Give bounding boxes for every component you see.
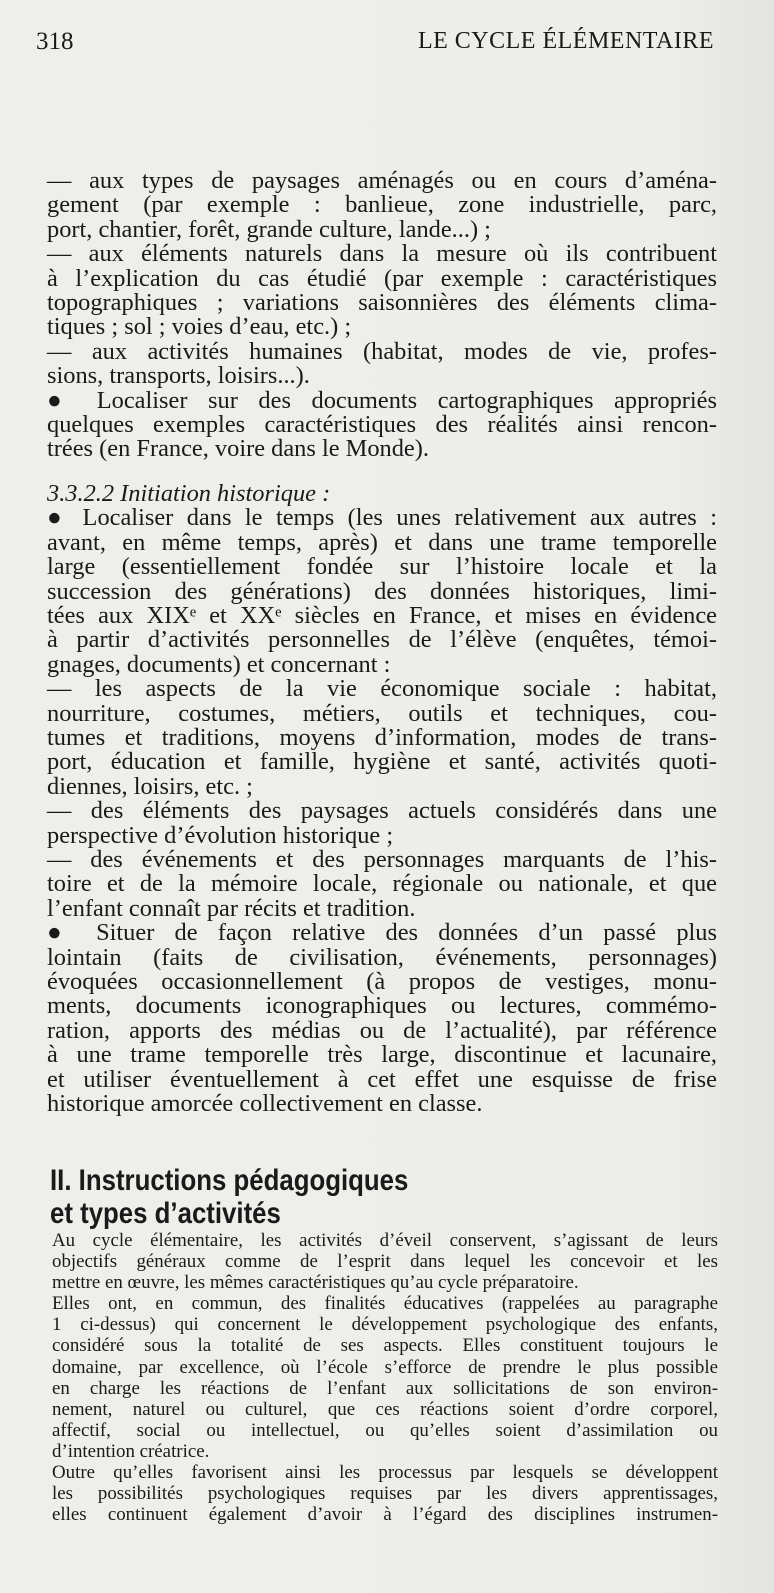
section-heading-line-1: II. Instructions pédagogiques [50, 1164, 409, 1197]
text-line: tumes et traditions, moyens d’information, modes de trans- [47, 723, 717, 751]
text-line: port, chantier, forêt, grande culture, lande...) ; [47, 215, 491, 243]
text-line: perspective d’évolution historique ; [47, 821, 394, 849]
text-line: évoquées occasionnellement (à propos de vestiges, monu- [47, 968, 717, 995]
text-line: gnages, documents) et concernant : [47, 650, 391, 678]
intro-text-line: domaine, par excellence, où l’école s’efforce de prendre le plus possible [52, 1356, 718, 1378]
text-line: toire et de la mémoire locale, régionale ou nationale, et que [47, 870, 717, 898]
text-line: ● Localiser dans le temps (les unes relativement aux autres : [47, 504, 717, 532]
section-heading [50, 1164, 618, 1230]
text-line: ● Situer de façon relative des données d’un passé plus [47, 919, 717, 947]
intro-text-line: mettre en œuvre, les mêmes caractéristiques qu’au cycle préparatoire. [52, 1272, 579, 1294]
intro-text-line: 1 ci-dessus) qui concernent le développement psychologique des enfants, [52, 1314, 718, 1336]
intro-text-line: considéré sous la totalité de ses aspects. Elles constituent toujours le [52, 1335, 718, 1357]
intro-text-line: les possibilités psychologiques requises par les divers apprentissages, [52, 1483, 718, 1505]
text-line: et utiliser éventuellement à cet effet une esquisse de frise [47, 1065, 717, 1093]
text-line: nourriture, costumes, métiers, outils et techniques, cou- [47, 699, 717, 727]
text-line: port, éducation et famille, hygiène et santé, activités quoti- [47, 748, 717, 776]
text-line: avant, en même temps, après) et dans une trame temporelle [47, 528, 717, 556]
text-line: — les aspects de la vie économique sociale : habitat, [47, 675, 717, 703]
text-line: quelques exemples caractéristiques des réalités ainsi rencon- [47, 411, 717, 439]
running-head: LE CYCLE ÉLÉMENTAIRE [417, 28, 714, 54]
text-line: tées aux XIXᵉ et XXᵉ siècles en France, et mises en évidence [47, 601, 717, 629]
text-line: ments, documents iconographiques ou lectures, commémo- [47, 992, 717, 1020]
text-line: — aux éléments naturels dans la mesure où ils contribuent [47, 240, 717, 268]
text-line: diennes, loisirs, etc. ; [47, 772, 253, 800]
page-number: 318 [36, 28, 74, 55]
text-line: — aux types de paysages aménagés ou en cours d’aména- [47, 167, 717, 194]
text-line: ration, apports des médias ou de l’actualité), par référence [47, 1016, 717, 1044]
text-line: trées (en France, voire dans le Monde). [47, 435, 429, 463]
intro-text-line: nement, naturel ou culturel, que ces réactions soient d’ordre corporel, [52, 1398, 718, 1420]
paragraph-gap [47, 462, 717, 482]
section-intro-text [52, 1230, 718, 1525]
text-line: l’enfant connaît par récits et tradition. [47, 894, 416, 922]
text-line: — des événements et des personnages marquants de l’his- [47, 845, 717, 873]
text-line: à partir d’activités personnelles de l’élève (enquêtes, témoi- [47, 626, 717, 654]
text-line: 3.3.2.2 Initiation historique : [47, 479, 331, 507]
intro-text-line: objectifs généraux comme de l’esprit dans lequel les concevoir et les [52, 1251, 718, 1273]
section-heading-line-2: et types d’activités [50, 1197, 281, 1230]
text-line: — aux activités humaines (habitat, modes de vie, profes- [47, 337, 717, 365]
intro-text-line: Au cycle élémentaire, les activités d’éveil conservent, s’agissant de leurs [52, 1230, 718, 1251]
text-line: à une trame temporelle très large, discontinue et lacunaire, [47, 1041, 717, 1069]
intro-text-line: Elles ont, en commun, des finalités éducatives (rappelées au paragraphe [52, 1293, 718, 1315]
text-line: lointain (faits de civilisation, événements, personnages) [47, 943, 717, 971]
text-line: à l’explication du cas étudié (par exemple : caractéristiques [47, 264, 717, 292]
intro-text-line: elles continuent également d’avoir à l’égard des disciplines instrumen- [52, 1504, 718, 1526]
intro-text-line: en charge les réactions de l’enfant aux sollicitations de son environ- [52, 1377, 718, 1399]
body-text [47, 169, 717, 1116]
text-line: tiques ; sol ; voies d’eau, etc.) ; [47, 313, 352, 341]
intro-text-line: Outre qu’elles favorisent ainsi les processus par lesquels se développent [52, 1462, 718, 1484]
text-line: topographiques ; variations saisonnières des éléments clima- [47, 289, 717, 317]
text-line: succession des générations) des données historiques, limi- [47, 577, 717, 605]
text-line: large (essentiellement fondée sur l’histoire locale et la [47, 553, 717, 581]
text-line: ● Localiser sur des documents cartographiques appropriés [47, 386, 717, 414]
text-line: gement (par exemple : banlieue, zone industrielle, parc, [47, 191, 717, 219]
intro-text-line: d’intention créatrice. [52, 1440, 210, 1462]
page-header [36, 28, 714, 62]
text-line: sions, transports, loisirs...). [47, 362, 310, 390]
text-line: — des éléments des paysages actuels considérés dans une [47, 797, 717, 825]
intro-text-line: affectif, social ou intellectuel, ou qu’elles soient d’assimilation ou [52, 1419, 718, 1441]
text-line: historique amorcée collectivement en classe. [47, 1090, 483, 1118]
